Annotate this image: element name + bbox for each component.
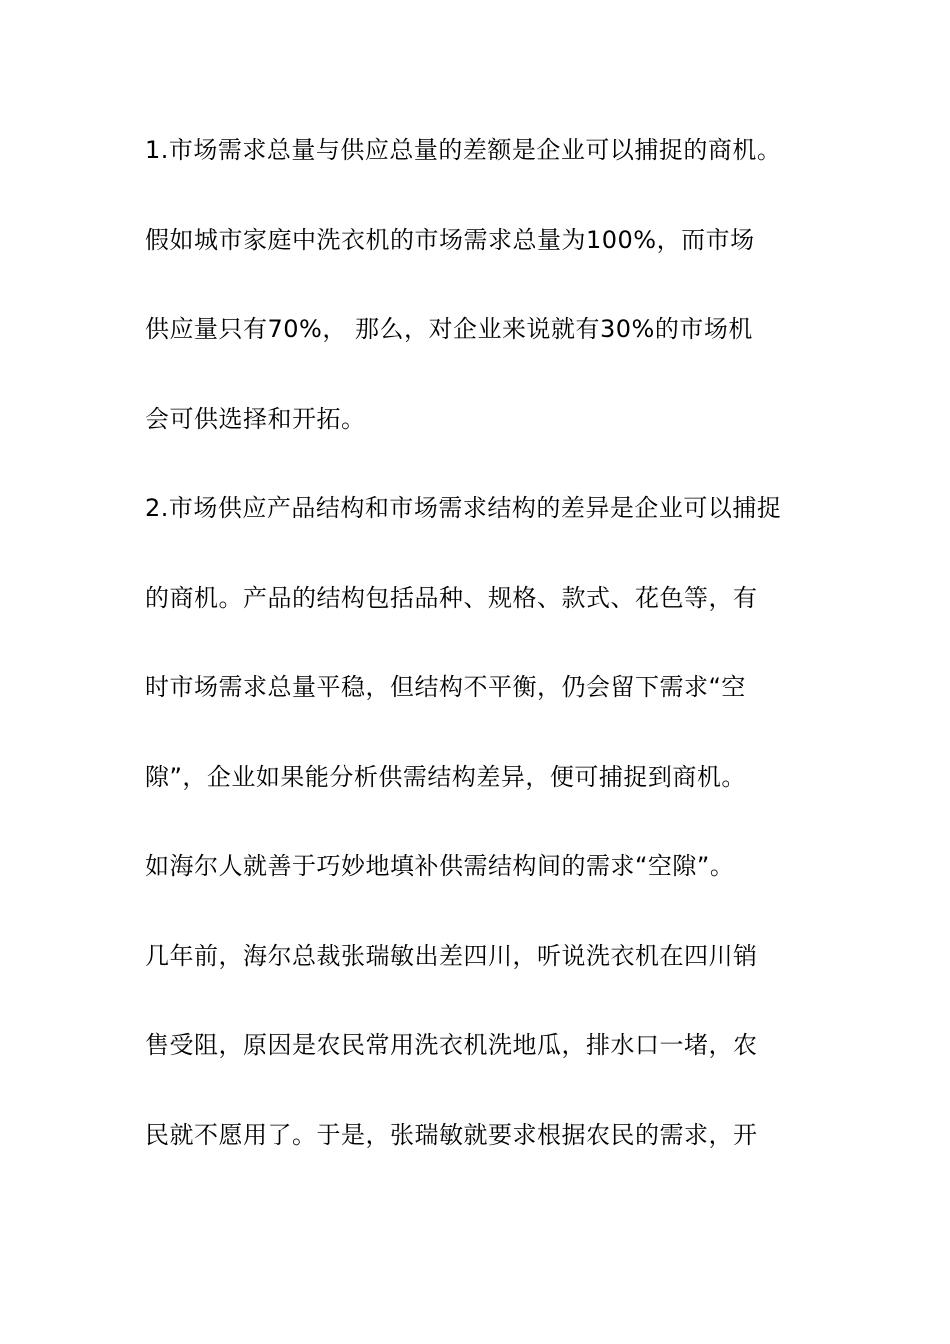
text-line: 时市场需求总量平稳，但结构不平衡，仍会留下需求“空 — [145, 673, 746, 701]
text-line: 会可供选择和开拓。 — [145, 404, 366, 433]
text-line: 1.市场需求总量与供应总量的差额是企业可以捕捉的商机。 — [145, 136, 782, 164]
text-line: 几年前，海尔总裁张瑞敏出差四川，听说洗衣机在四川销 — [145, 941, 758, 970]
text-line: 售受阻，原因是农民常用洗衣机洗地瓜，排水口一堵，农 — [145, 1031, 758, 1059]
text-line: 隙”，企业如果能分析供需结构差异，便可捕捉到商机。 — [145, 762, 746, 791]
text-line: 的商机。产品的结构包括品种、规格、款式、花色等，有 — [145, 583, 758, 612]
text-line: 2.市场供应产品结构和市场需求结构的差异是企业可以捕捉 — [145, 494, 782, 522]
text-line: 民就不愿用了。于是，张瑞敏就要求根据农民的需求，开 — [145, 1120, 758, 1149]
body-text — [145, 124, 825, 1198]
text-line: 供应量只有70%， 那么，对企业来说就有30%的市场机 — [145, 315, 753, 343]
text-line: 假如城市家庭中洗衣机的市场需求总量为100%，而市场 — [145, 225, 755, 254]
text-line: 如海尔人就善于巧妙地填补供需结构间的需求“空隙”。 — [145, 852, 735, 880]
